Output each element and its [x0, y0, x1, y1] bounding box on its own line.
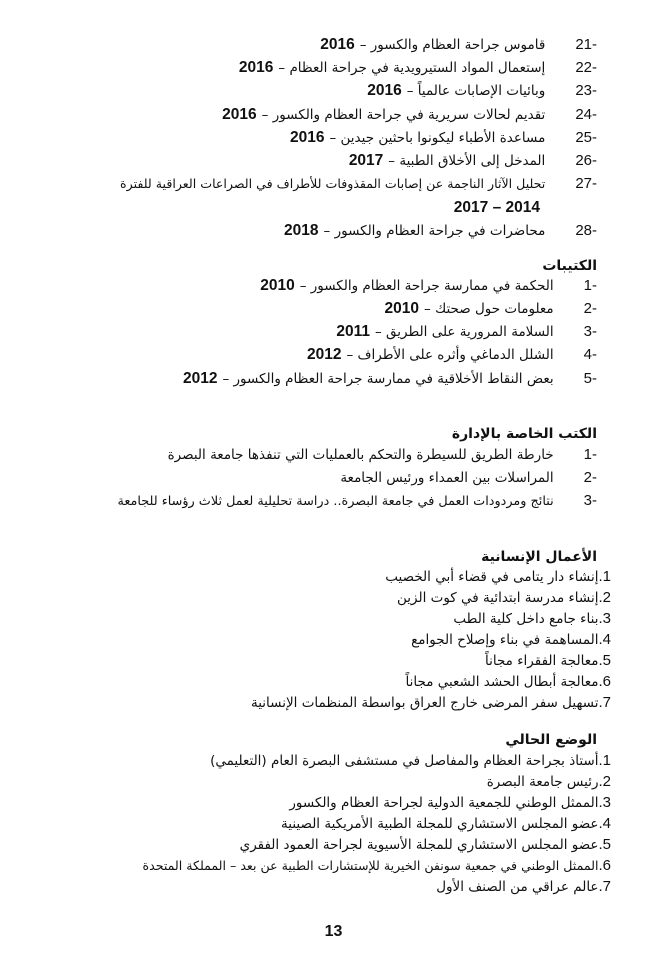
item-number: 21-: [575, 36, 597, 53]
item-number: 25-: [575, 129, 597, 146]
item-title: الشلل الدماغي وأثره على الأطراف –: [346, 347, 554, 363]
item-title: المساهمة في بناء وإصلاح الجوامع: [411, 632, 599, 648]
humanitarian-item: [453, 610, 611, 628]
item-title: مساعدة الأطباء ليكونوا باحثين جيدين –: [329, 130, 546, 146]
item-number: 1.: [598, 752, 611, 769]
item-year: 2016: [367, 82, 402, 99]
item-number: 5-: [583, 370, 597, 387]
item-number: 6.: [598, 673, 611, 690]
item-number: 22-: [575, 59, 597, 76]
publication-item: [284, 222, 597, 240]
humanitarian-item: [411, 631, 611, 649]
item-year: 2012: [182, 370, 218, 387]
item-number: 3.: [598, 610, 611, 627]
item-number: 1-: [583, 446, 597, 463]
item-title: إستعمال المواد الستيرويدية في جراحة العظام –: [278, 60, 546, 76]
publication-item: [120, 175, 597, 193]
humanitarian-heading: الأعمال الإنسانية: [481, 549, 597, 565]
item-title: السلامة المرورية على الطريق –: [374, 324, 554, 340]
item-title: قاموس جراحة العظام والكسور –: [359, 37, 546, 53]
item-year: 2011: [336, 323, 370, 340]
publication-item: [349, 152, 597, 170]
item-title: وبائيات الإصابات عالمياً –: [406, 83, 546, 99]
item-title: المدخل إلى الأخلاق الطبية –: [388, 153, 546, 169]
item-number: 26-: [575, 152, 597, 169]
humanitarian-item: [397, 589, 611, 607]
humanitarian-item: [385, 568, 611, 586]
item-year: 2017: [348, 152, 384, 169]
item-title: بعض النقاط الأخلاقية في ممارسة جراحة العظام والكسور –: [222, 371, 554, 387]
status-item: [210, 752, 611, 770]
item-year: 2016: [290, 129, 325, 146]
publication-item: [320, 36, 597, 54]
status-item: [436, 878, 611, 896]
item-year: 2010: [384, 300, 420, 317]
item-title: الحكمة في ممارسة جراحة العظام والكسور –: [299, 278, 554, 294]
item-title: تحليل الآثار الناجمة عن إصابات المقذوفات للأطراف في الصراعات العراقية للفترة: [120, 176, 546, 191]
item-number: 3.: [598, 794, 611, 811]
item-year: 2016: [320, 36, 355, 53]
publication-item: [290, 129, 597, 147]
item-title: خارطة الطريق للسيطرة والتحكم بالعمليات التي تنفذها جامعة البصرة: [167, 447, 554, 463]
publication-item: [367, 82, 597, 100]
item-number: 2.: [598, 589, 611, 606]
item-year: 2016: [222, 106, 257, 123]
humanitarian-item: [251, 694, 611, 712]
item-number: 24-: [575, 106, 597, 123]
item-title: معالجة الفقراء مجاناً: [484, 653, 599, 669]
item-title: رئيس جامعة البصرة: [486, 774, 599, 790]
publication-item: [222, 106, 597, 124]
status-item: [281, 815, 611, 833]
admin-book-item: [117, 492, 597, 511]
item-title: عالم عراقي من الصنف الأول: [436, 879, 599, 895]
item-title: إنشاء مدرسة ابتدائية في كوت الزين: [396, 590, 599, 606]
item-number: 6.: [598, 857, 611, 874]
item-year: 2014 – 2017: [453, 199, 540, 216]
item-number: 7.: [598, 878, 611, 895]
item-title: بناء جامع داخل كلية الطب: [453, 611, 599, 627]
item-year: 2018: [284, 222, 319, 239]
item-number: 27-: [575, 175, 597, 192]
item-number: 4.: [598, 631, 611, 648]
item-title: تسهيل سفر المرضى خارج العراق بواسطة المنظمات الإنسانية: [250, 695, 599, 711]
status-item: [289, 794, 611, 812]
item-number: 23-: [575, 82, 597, 99]
status-item: [240, 836, 611, 854]
item-title: تقديم لحالات سريرية في جراحة العظام والكسور –: [261, 107, 546, 123]
item-number: 2.: [598, 773, 611, 790]
item-title: الممثل الوطني في جمعية سونفن الخيرية للإستشارات الطبية عن بعد – المملكة المتحدة: [142, 858, 599, 873]
humanitarian-item: [406, 673, 612, 691]
item-title: عضو المجلس الاستشاري للمجلة الطبية الأمريكية الصينية: [281, 816, 599, 832]
item-number: 1-: [583, 277, 597, 294]
admin-book-item: [340, 469, 597, 487]
admin-books-heading: الكتب الخاصة بالإدارة: [451, 426, 597, 442]
booklet-item: [336, 323, 597, 341]
page-number: 13: [324, 923, 343, 940]
item-title: معالجة أبطال الحشد الشعبي مجاناً: [405, 674, 599, 690]
item-title: المراسلات بين العمداء ورئيس الجامعة: [340, 470, 554, 486]
item-title: عضو المجلس الاستشاري للمجلة الأسيوية لجراحة العمود الفقري: [239, 837, 599, 853]
item-number: 4.: [598, 815, 611, 832]
current-status-heading: الوضع الحالي: [505, 732, 597, 748]
item-year: 2010: [260, 277, 295, 294]
booklet-item: [260, 277, 597, 295]
booklet-item: [307, 346, 597, 364]
humanitarian-item: [485, 652, 611, 670]
item-number: 7.: [598, 694, 611, 711]
item-title: نتائج ومردودات العمل في جامعة البصرة.. دراسة تحليلية لعمل ثلاث رؤساء للجامعة: [117, 494, 554, 509]
booklet-item: [183, 370, 597, 388]
item-title: محاضرات في جراحة العظام والكسور –: [323, 223, 546, 239]
item-number: 28-: [575, 222, 597, 239]
item-title: أستاذ بجراحة العظام والمفاصل في مستشفى البصرة العام (التعليمي): [210, 753, 599, 769]
item-title: الممثل الوطني للجمعية الدولية لجراحة العظام والكسور: [289, 795, 599, 811]
publication-item: [239, 59, 597, 77]
item-number: 3-: [583, 492, 597, 509]
booklet-item: [385, 300, 597, 318]
publication-item-continuation: [454, 199, 540, 217]
item-title: معلومات حول صحتك –: [424, 301, 554, 317]
item-number: 5.: [598, 652, 611, 669]
item-number: 3-: [583, 323, 597, 340]
item-number: 4-: [583, 346, 597, 363]
item-title: إنشاء دار يتامى في قضاء أبي الخصيب: [385, 569, 599, 585]
item-number: 1.: [598, 568, 611, 585]
booklets-heading: الكتيبات: [542, 258, 597, 274]
item-year: 2012: [307, 346, 342, 363]
item-number: 5.: [598, 836, 611, 853]
item-number: 2-: [583, 300, 597, 317]
item-number: 2-: [583, 469, 597, 486]
status-item: [487, 773, 611, 791]
admin-book-item: [168, 446, 597, 464]
status-item: [142, 857, 611, 875]
item-year: 2016: [238, 59, 274, 76]
